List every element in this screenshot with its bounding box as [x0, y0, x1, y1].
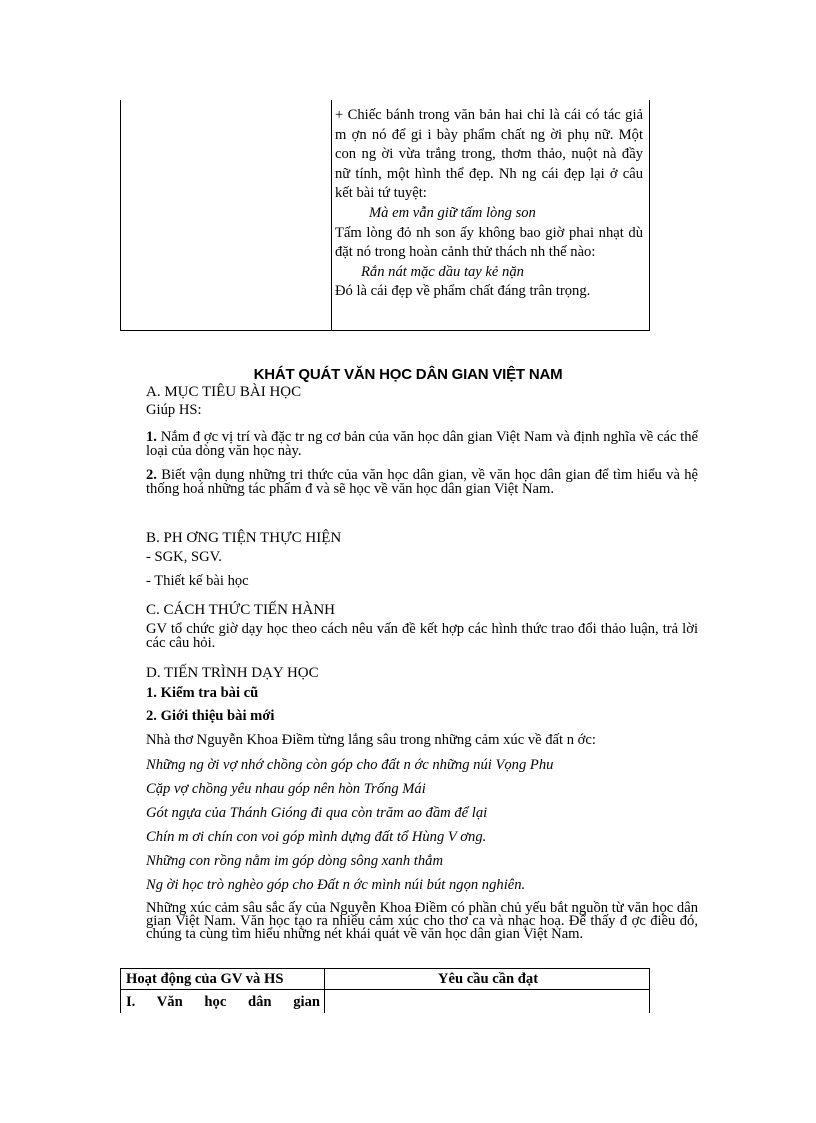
table-header-divider	[121, 989, 649, 990]
table-row-1-activity: I. Văn học dân gian	[126, 994, 320, 1010]
closing-paragraph: Những xúc cảm sâu sắc ấy của Nguyễn Khoa Điềm có phần chủ yếu bắt nguồn từ văn học dân gian Việt Nam. Văn học tạo ra nhiều cảm xúc cho thơ ca và nhạc hoạ. Để thấy đ ợc điều đó, chúng ta cùng tìm hiểu những nét khái quát về văn học dân gian Việt Nam.	[146, 900, 698, 942]
intro-line: Nhà thơ Nguyễn Khoa Điềm từng lắng sâu trong những cảm xúc về đất n ớc:	[146, 732, 596, 748]
cell-paragraph-3: Đó là cái đẹp về phẩm chất đáng trân trọng.	[335, 283, 591, 300]
item-2-number: 2.	[146, 467, 157, 483]
bottom-table	[120, 968, 650, 1013]
item-1-text: Nắm đ ợc vị trí và đặc tr ng cơ bản của văn học dân gian Việt Nam và định nghĩa về các thể loại của dòng văn học này.	[146, 429, 698, 459]
section-a-heading: A. MỤC TIÊU BÀI HỌC	[146, 384, 302, 400]
poem-line-3: Gót ngựa của Thánh Gióng đi qua còn trăm ao đầm để lại	[146, 805, 488, 821]
poem-line-4: Chín m ơi chín con voi góp mình dựng đất tổ Hùng V ơng.	[146, 829, 487, 845]
poem-line-1: Những ng ời vợ nhớ chồng còn góp cho đất n ớc những núi Vọng Phu	[146, 757, 554, 773]
poem-line-2: Cặp vợ chồng yêu nhau góp nên hòn Trống Mái	[146, 781, 426, 797]
poem-line-6: Ng ời học trò nghèo góp cho Đất n ớc mình núi bút ngọn nghiên.	[146, 877, 526, 893]
section-c	[146, 602, 698, 619]
section-a-intro: Giúp HS:	[146, 402, 202, 418]
section-c-heading: C. CÁCH THỨC TIẾN HÀNH	[146, 602, 336, 618]
section-b-line-2: - Thiết kế bài học	[146, 573, 249, 589]
cell-quote-2: Rắn nát mặc dầu tay kẻ nặn	[361, 263, 524, 280]
section-d-heading: D. TIẾN TRÌNH DẠY HỌC	[146, 665, 319, 681]
lesson-title: KHÁT QUÁT VĂN HỌC DÂN GIAN VIỆT NAM	[253, 366, 563, 383]
step-2-heading: 2. Giới thiệu bài mới	[146, 708, 275, 724]
section-b-heading: B. PH ƠNG TIỆN THỰC HIỆN	[146, 530, 342, 546]
cell-paragraph-1: + Chiếc bánh trong văn bản hai chỉ là cái có tác giả m ợn nó để gi i bày phẩm chất ng ời phụ nữ. Một con ng ời vừa trắng trong, thơm thảo, nuột nà đầy nữ tính, một hình thể đẹp. Nh ng cái đẹp lại ở câu kết bài tứ tuyệt:	[335, 107, 643, 202]
table-right-cell	[335, 106, 643, 302]
table-column-divider-bottom	[324, 969, 325, 1013]
item-1-number: 1.	[146, 429, 157, 445]
top-table	[120, 100, 650, 331]
table-header-requirement: Yêu cầu cần đạt	[437, 971, 539, 987]
section-b	[146, 530, 698, 590]
section-c-text: GV tổ chức giờ dạy học theo cách nêu vấn đề kết hợp các hình thức trao đổi thảo luận, trả lời các câu hỏi.	[146, 621, 698, 651]
section-b-line-1: - SGK, SGV.	[146, 549, 222, 565]
cell-paragraph-2: Tấm lòng đỏ nh son ấy không bao giờ phai nhạt dù đặt nó trong hoàn cảnh thử thách nh thế nào:	[335, 224, 643, 261]
item-2-text: Biết vận dụng những tri thức của văn học dân gian, về văn học dân gian để tìm hiểu và hệ thống hoá những tác phẩm đ và sẽ học về văn học dân gian Việt Nam.	[146, 467, 698, 497]
table-header-activity: Hoạt động của GV và HS	[126, 971, 284, 987]
section-d	[146, 665, 698, 749]
table-column-divider	[331, 100, 332, 330]
step-1-heading: 1. Kiểm tra bài cũ	[146, 685, 259, 701]
poem-line-5: Những con rồng nằm im góp dòng sông xanh thẳm	[146, 853, 443, 869]
cell-quote-1: Mà em vẫn giữ tấm lòng son	[369, 204, 536, 221]
section-a-item-2	[146, 468, 698, 496]
section-a-item-1	[146, 430, 698, 458]
section-a	[146, 384, 698, 419]
